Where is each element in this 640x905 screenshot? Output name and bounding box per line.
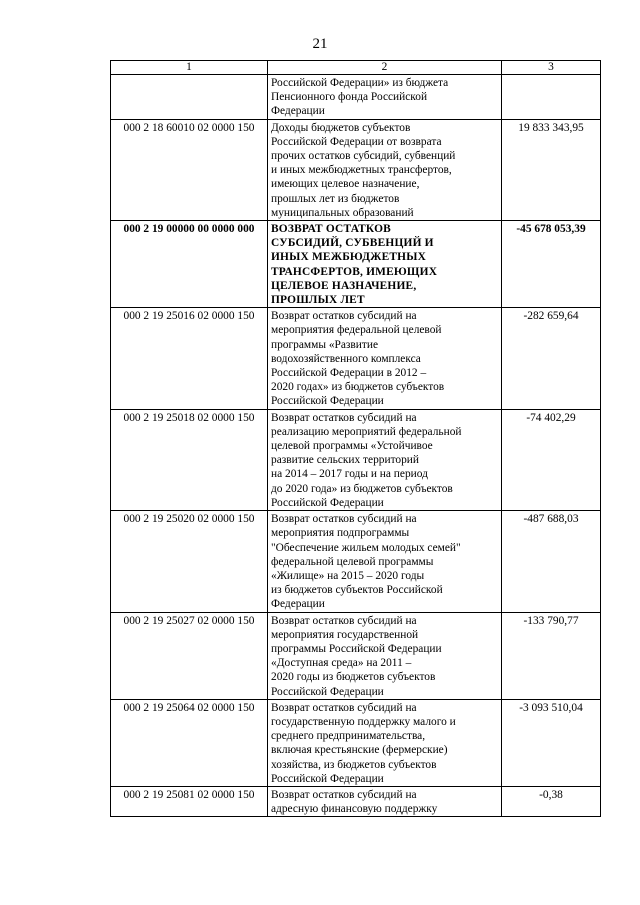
row-amount: -133 790,77 [502,612,601,699]
row-amount: -487 688,03 [502,511,601,612]
row-code: 000 2 19 25064 02 0000 150 [111,699,268,786]
column-header-code: 1 [111,61,268,75]
row-code: 000 2 19 00000 00 0000 000 [111,221,268,308]
budget-table [110,60,601,817]
row-code: 000 2 18 60010 02 0000 150 [111,119,268,220]
row-amount [502,75,601,120]
row-name: Возврат остатков субсидий на реализацию мероприятий федеральной целевой программы «Устойчивое развитие сельских территорий на 2014 – 2017 годы и на период до 2020 года» из бюджетов субъектов Российской Федерации [268,409,502,510]
row-code: 000 2 19 25020 02 0000 150 [111,511,268,612]
row-name: Возврат остатков субсидий на мероприятия федеральной целевой программы «Развитие водохозяйственного комплекса Российской Федерации в 2012 – 2020 годах» из бюджетов субъектов Российской Федерации [268,308,502,409]
row-name: Российской Федерации» из бюджета Пенсионного фонда Российской Федерации [268,75,502,120]
table-row-section-total [111,221,601,308]
row-amount: -0,38 [502,786,601,816]
row-name: ВОЗВРАТ ОСТАТКОВ СУБСИДИЙ, СУБВЕНЦИЙ И ИНЫХ МЕЖБЮДЖЕТНЫХ ТРАНСФЕРТОВ, ИМЕЮЩИХ ЦЕЛЕВОЕ НАЗНАЧЕНИЕ, ПРОШЛЫХ ЛЕТ [268,221,502,308]
table-row [111,308,601,409]
row-code: 000 2 19 25016 02 0000 150 [111,308,268,409]
table-row [111,409,601,510]
row-amount: 19 833 343,95 [502,119,601,220]
row-amount: -45 678 053,39 [502,221,601,308]
table-row [111,511,601,612]
table-row [111,119,601,220]
table-row [111,699,601,786]
column-header-amount: 3 [502,61,601,75]
row-name: Возврат остатков субсидий на государственную поддержку малого и среднего предпринимательства, включая крестьянские (фермерские) хозяйства, из бюджетов субъектов Российской Федерации [268,699,502,786]
table-row [111,75,601,120]
row-amount: -282 659,64 [502,308,601,409]
row-name: Возврат остатков субсидий на мероприятия государственной программы Российской Федерации «Доступная среда» на 2011 – 2020 годы из бюджетов субъектов Российской Федерации [268,612,502,699]
row-code: 000 2 19 25018 02 0000 150 [111,409,268,510]
table-header-row [111,61,601,75]
page-number: 21 [312,36,328,52]
column-header-name: 2 [268,61,502,75]
table-row [111,612,601,699]
table-row [111,786,601,816]
row-name: Доходы бюджетов субъектов Российской Федерации от возврата прочих остатков субсидий, субвенций и иных межбюджетных трансфертов, имеющих целевое назначение, прошлых лет из бюджетов муниципальных образований [268,119,502,220]
row-name: Возврат остатков субсидий на мероприятия подпрограммы "Обеспечение жильем молодых семей" федеральной целевой программы «Жилище» на 2015 – 2020 годы из бюджетов субъектов Российской Федерации [268,511,502,612]
row-amount: -3 093 510,04 [502,699,601,786]
row-amount: -74 402,29 [502,409,601,510]
row-code: 000 2 19 25081 02 0000 150 [111,786,268,816]
row-name: Возврат остатков субсидий на адресную финансовую поддержку [268,786,502,816]
row-code: 000 2 19 25027 02 0000 150 [111,612,268,699]
row-code [111,75,268,120]
